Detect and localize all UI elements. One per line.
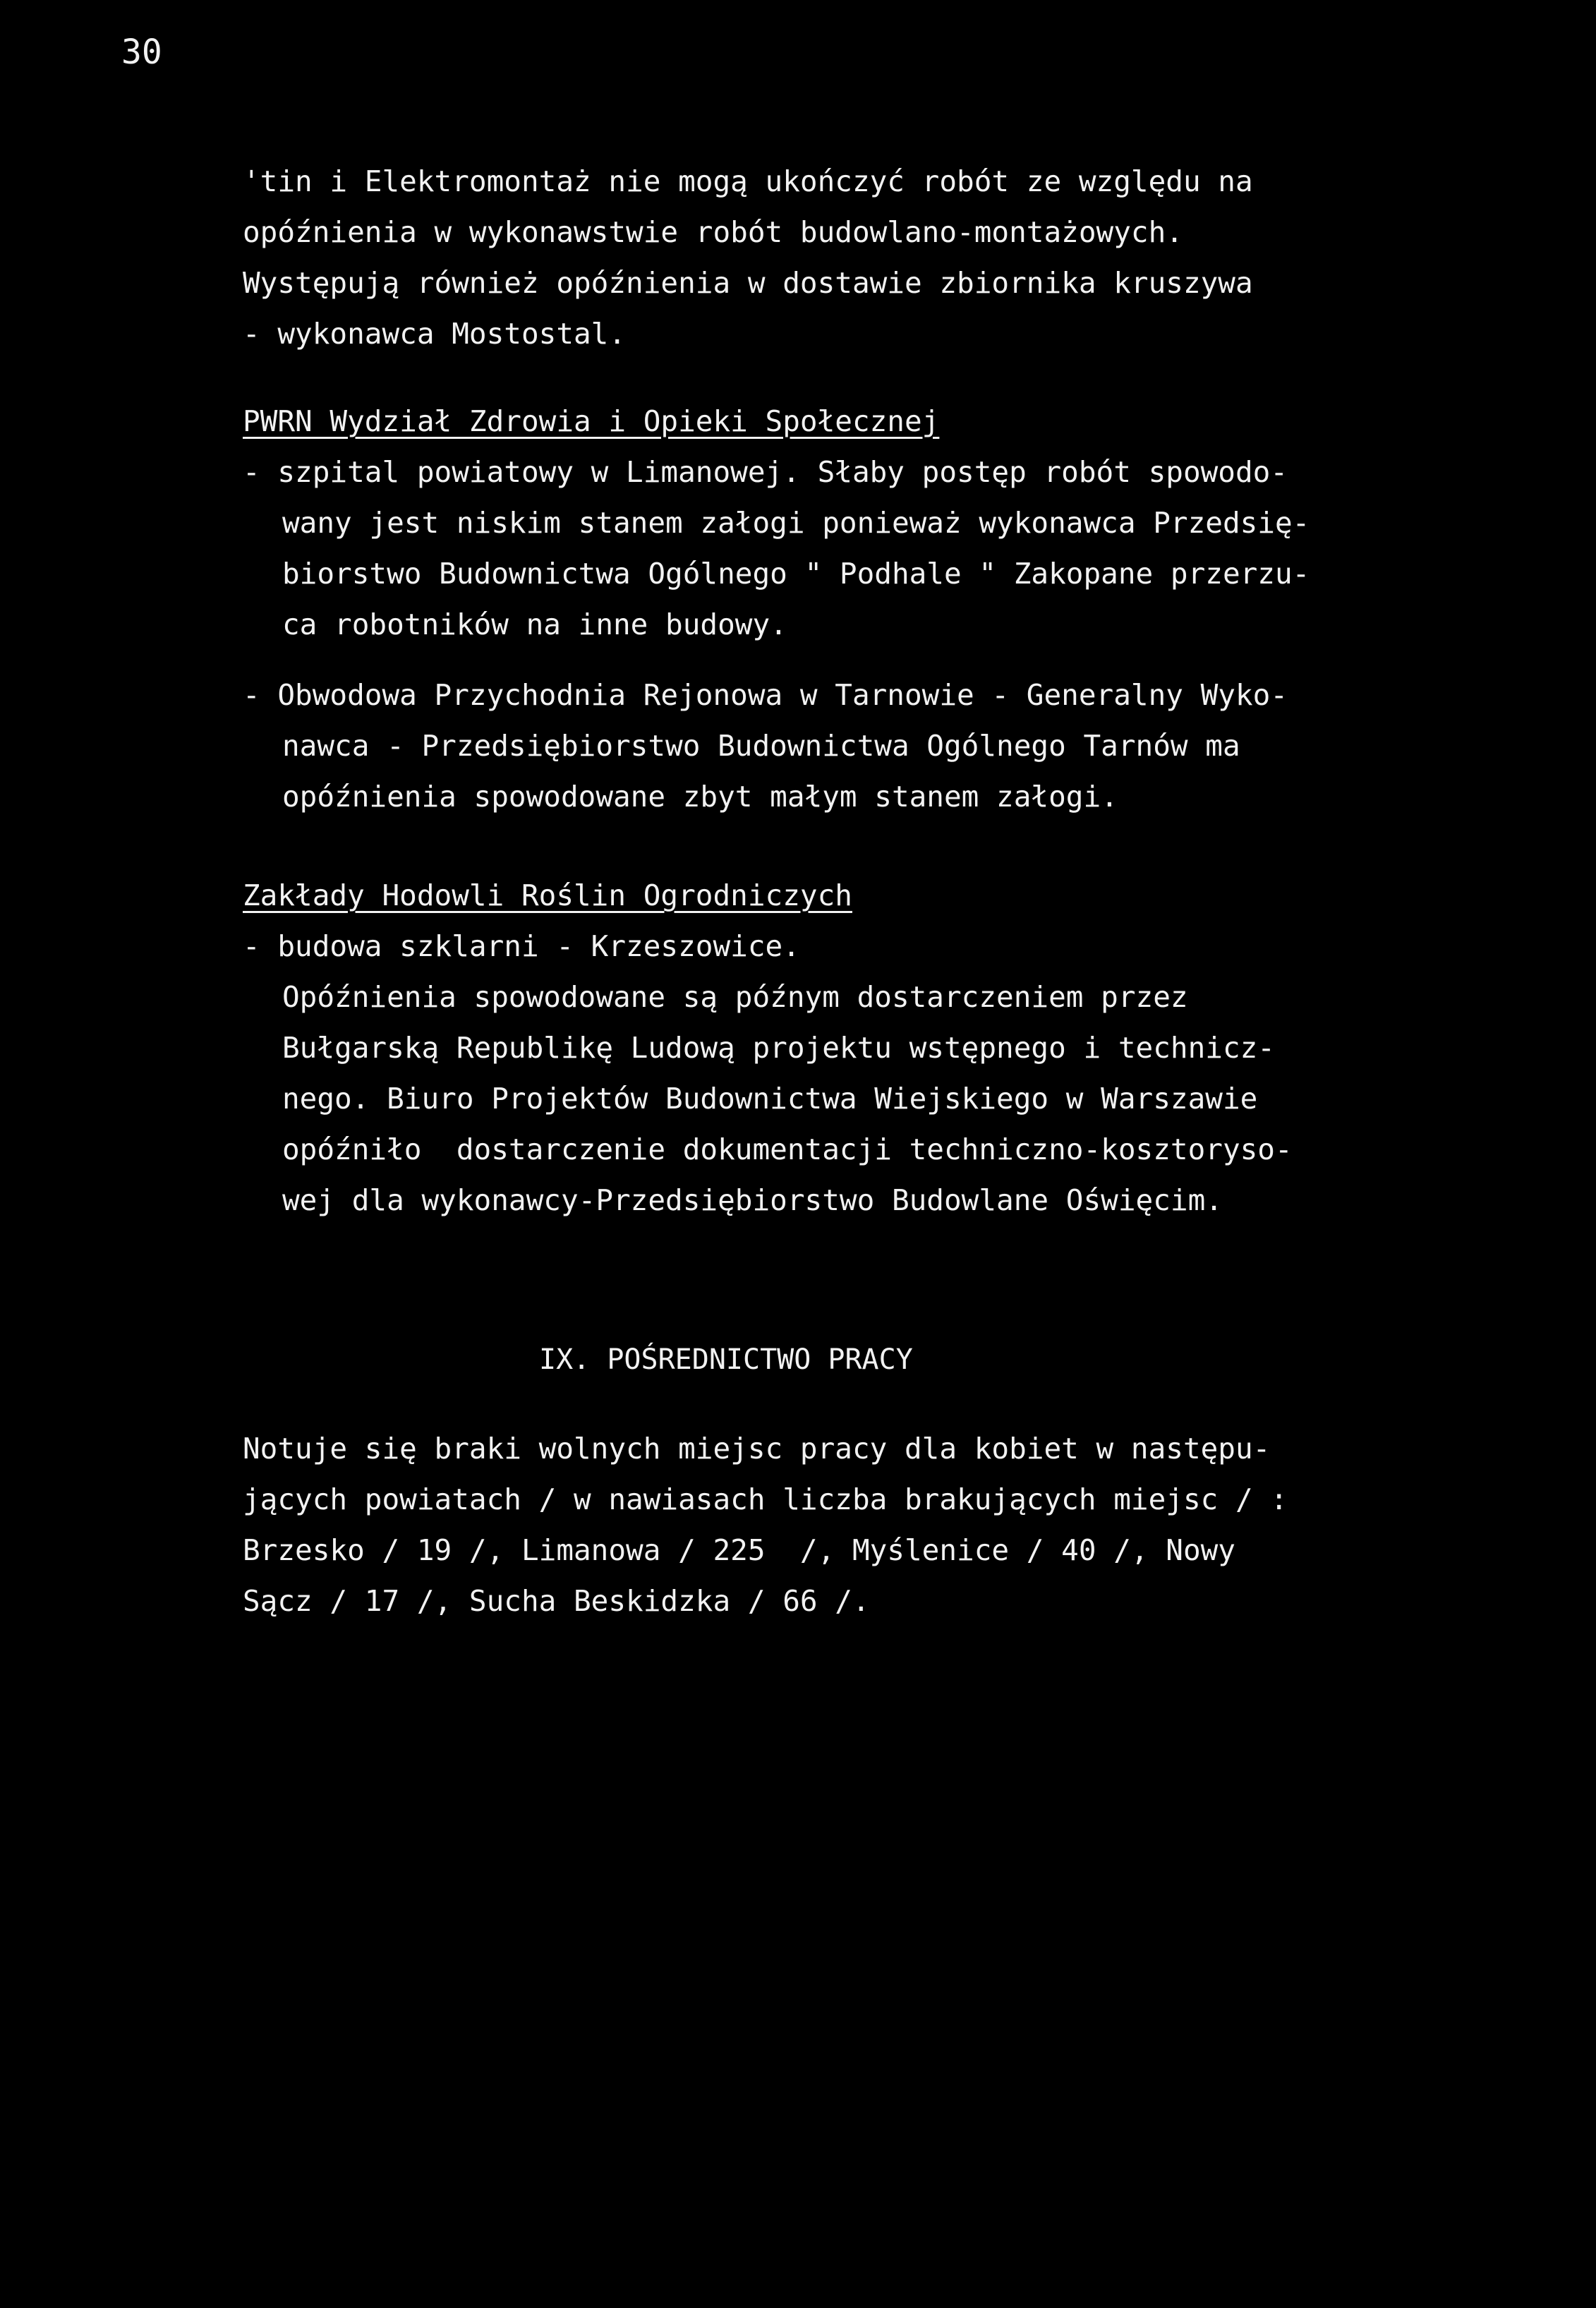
- section-heading: Zakłady Hodowli Roślin Ogrodniczych: [243, 878, 852, 912]
- text-line: ca robotników na inne budowy.: [282, 608, 787, 641]
- text-line: jących powiatach / w nawiasach liczba brakujących miejsc / :: [243, 1482, 1288, 1516]
- text-line: biorstwo Budownictwa Ogólnego " Podhale " Zakopane przerzu-: [282, 557, 1310, 591]
- text-line: - szpital powiatowy w Limanowej. Słaby postęp robót spowodo-: [243, 455, 1288, 489]
- text-line: Występują również opóźnienia w dostawie zbiornika kruszywa: [243, 266, 1253, 300]
- text-line: - Obwodowa Przychodnia Rejonowa w Tarnowie - Generalny Wyko-: [243, 678, 1288, 712]
- text-line: Sącz / 17 /, Sucha Beskidzka / 66 /.: [243, 1584, 870, 1618]
- text-line: wany jest niskim stanem załogi ponieważ wykonawca Przedsię-: [282, 506, 1310, 540]
- text-line: Notuje się braki wolnych miejsc pracy dla kobiet w następu-: [243, 1432, 1271, 1466]
- text-line: wej dla wykonawcy-Przedsiębiorstwo Budowlane Oświęcim.: [282, 1183, 1223, 1217]
- text-line: Brzesko / 19 /, Limanowa / 225 /, Myślenice / 40 /, Nowy: [243, 1533, 1235, 1567]
- chapter-title: IX. POŚREDNICTWO PRACY: [539, 1343, 913, 1376]
- text-line: nawca - Przedsiębiorstwo Budownictwa Ogólnego Tarnów ma: [282, 729, 1240, 763]
- text-line: opóźniło dostarczenie dokumentacji techniczno-kosztoryso-: [282, 1132, 1293, 1166]
- text-line: opóźnienia spowodowane zbyt małym stanem załogi.: [282, 780, 1118, 814]
- text-line: - budowa szklarni - Krzeszowice.: [243, 929, 800, 963]
- text-line: Bułgarską Republikę Ludową projektu wstępnego i technicz-: [282, 1031, 1275, 1065]
- page-number: 30: [121, 32, 162, 72]
- text-line: - wykonawca Mostostal.: [243, 317, 627, 351]
- text-line: opóźnienia w wykonawstwie robót budowlano-montażowych.: [243, 215, 1183, 249]
- section-heading: PWRN Wydział Zdrowia i Opieki Społecznej: [243, 404, 940, 438]
- text-line: nego. Biuro Projektów Budownictwa Wiejskiego w Warszawie: [282, 1082, 1258, 1116]
- text-line: 'tin i Elektromontaż nie mogą ukończyć robót ze względu na: [243, 164, 1253, 198]
- text-line: Opóźnienia spowodowane są późnym dostarczeniem przez: [282, 980, 1188, 1014]
